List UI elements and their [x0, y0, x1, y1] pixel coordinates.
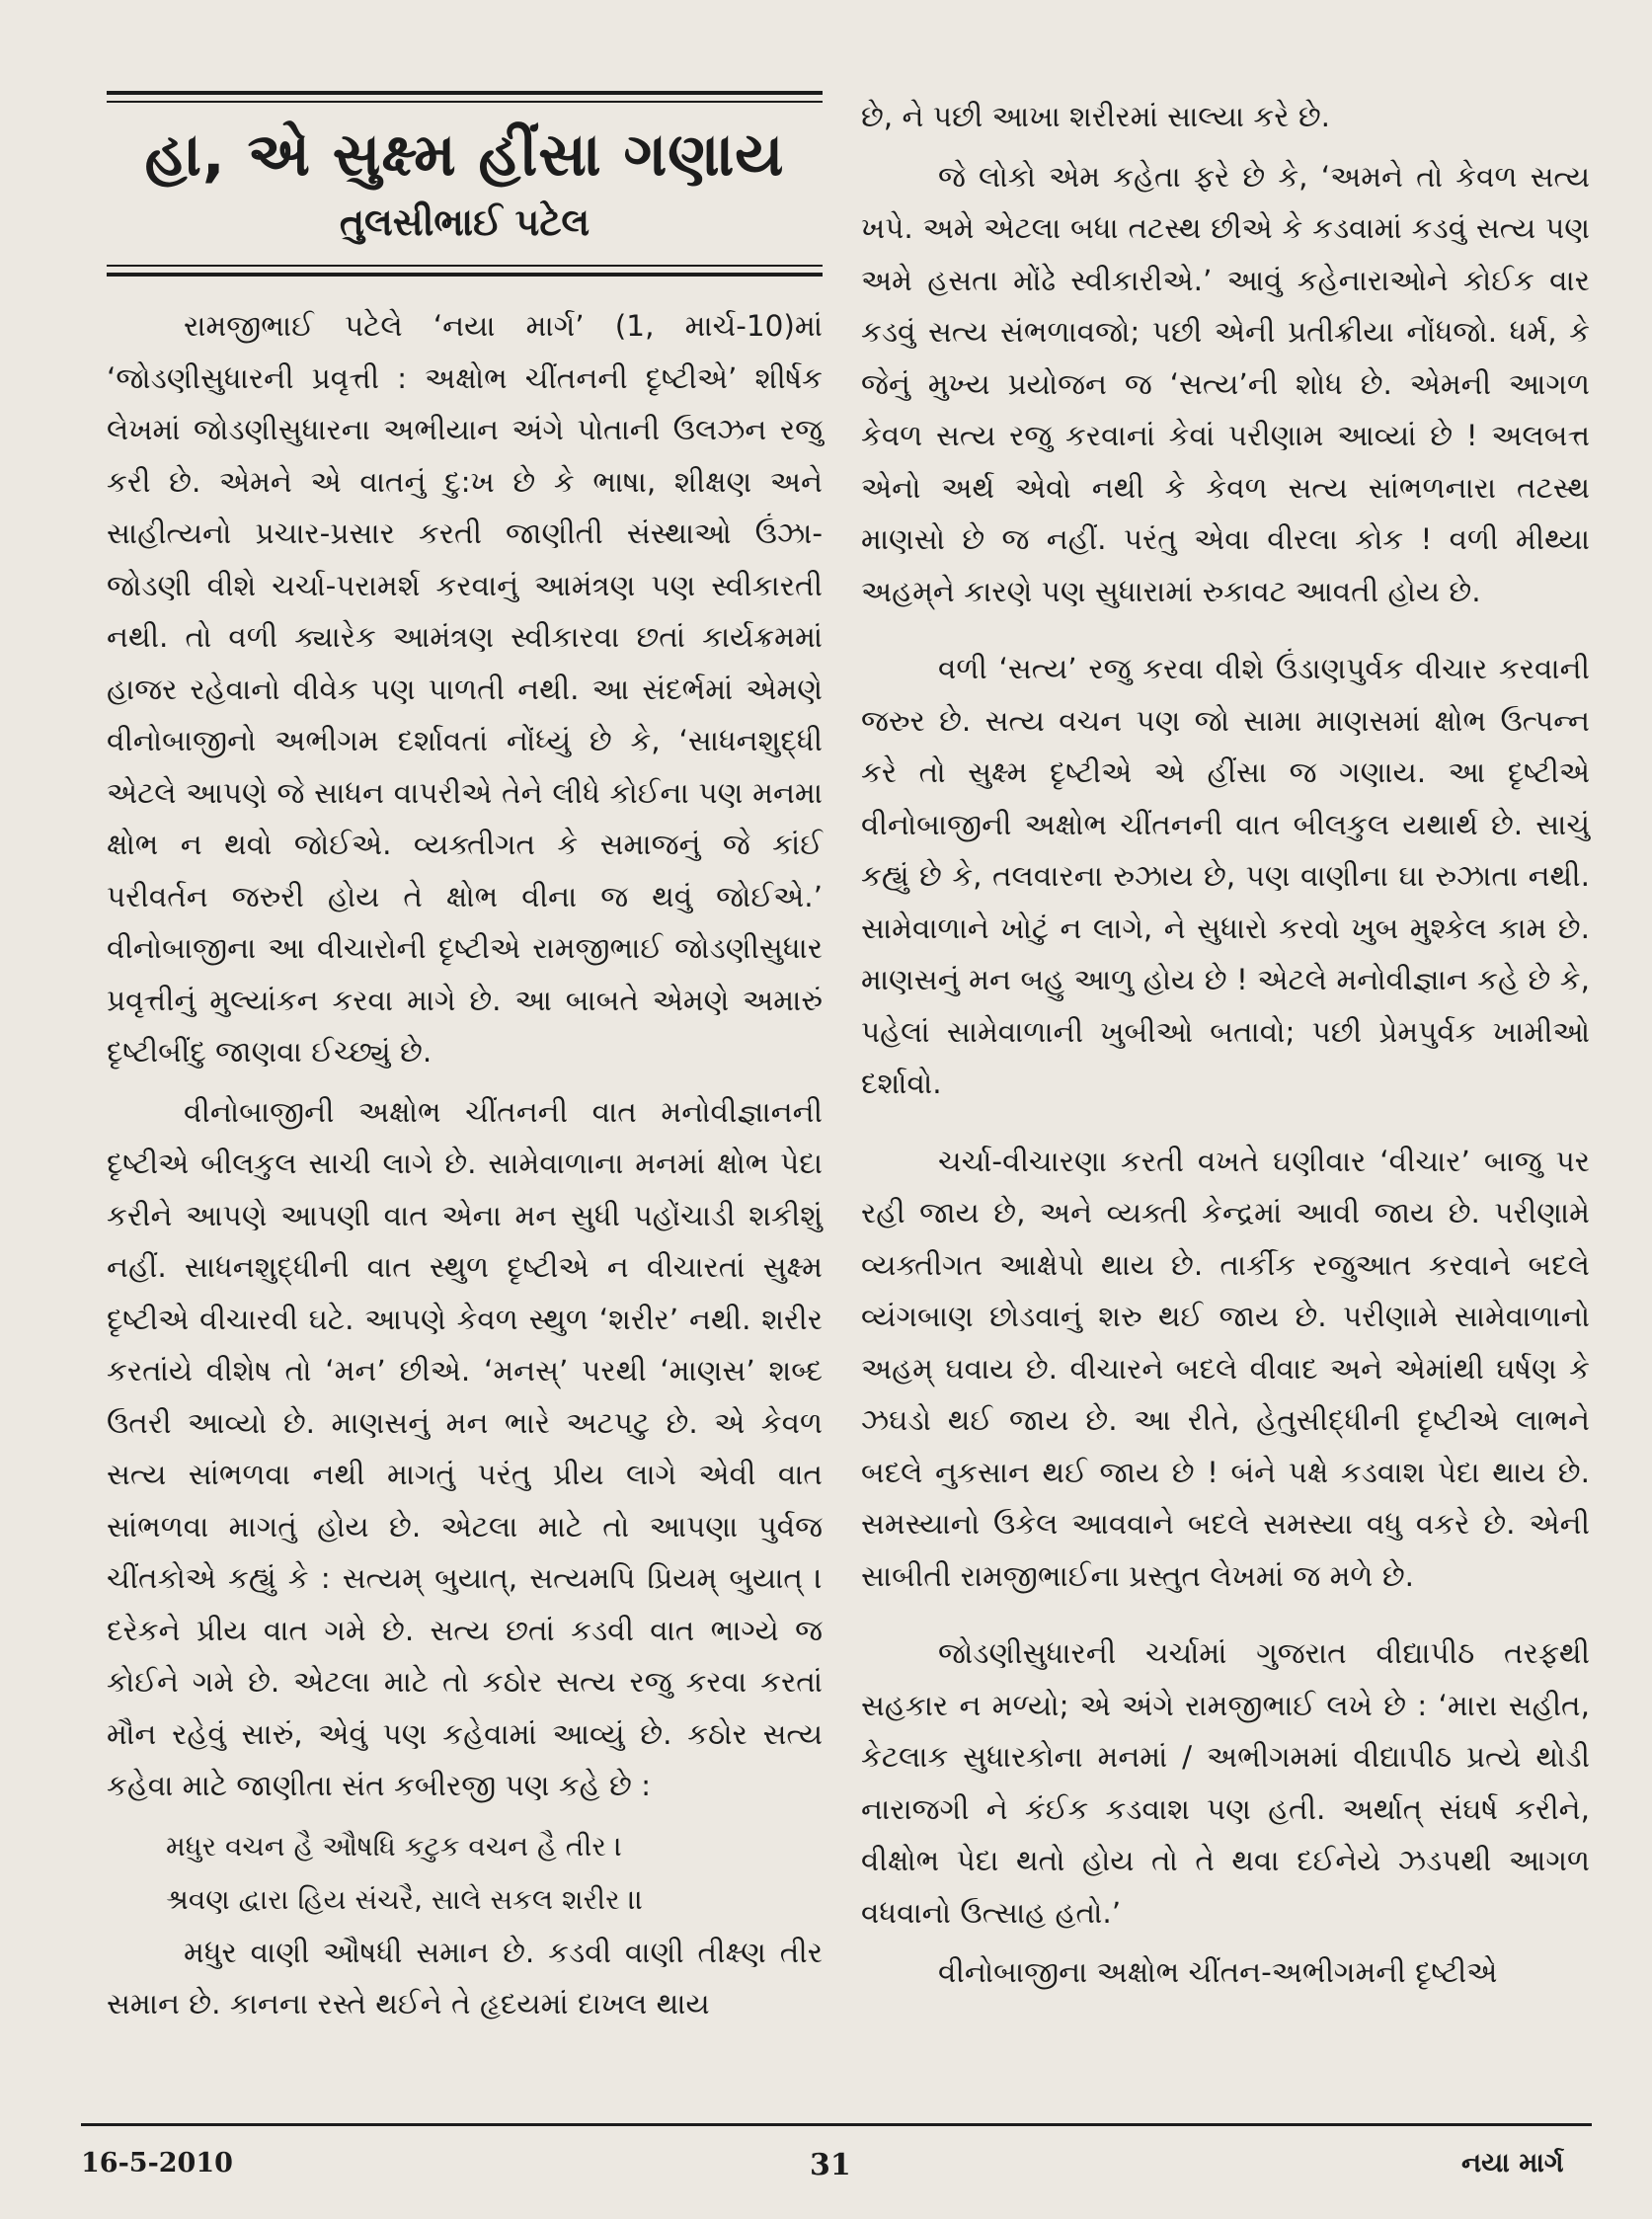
paragraph: મધુર વાણી ઔષધી સમાન છે. કડવી વાણી તીક્ષ્ણ તીર સમાન છે. કાનના રસ્તે થઈને તે હૃદયમાં દાખલ થાય [107, 1935, 823, 2021]
paragraph-continued: છે, ને પછી આખા શરીરમાં સાલ્યા કરે છે. [861, 100, 1331, 133]
footer-date: 16-5-2010 [81, 2148, 233, 2179]
paragraph: જોડણીસુધારની ચર્ચામાં ગુજરાત વીદ્યાપીઠ તરફથી સહકાર ન મળ્યો; એ અંગે રામજીભાઈ લખે છે : ‘મારા સહીત, કેટલાક સુધારકોના મનમાં / અભીગમમાં વીદ્યાપીઠ પ્રત્યે થોડી નારાજગી ને કંઈક કડવાશ પણ હતી. અર્થાત્ સંઘર્ષ કરીને, વીક્ષોભ પેદા થતો હોય તો તે થવા દઈનેયે ઝડપથી આગળ વધવાનો ઉત્સાહ હતો.’ [861, 1636, 1590, 1930]
page-number: 31 [810, 2148, 851, 2182]
left-column [107, 91, 823, 2038]
paragraph: ચર્ચા-વીચારણા કરતી વખતે ઘણીવાર ‘વીચાર’ બાજુ પર રહી જાય છે, અને વ્યક્તી કેન્દ્રમાં આવી જાય છે. પરીણામે વ્યક્તીગત આક્ષેપો થાય છે. તાર્કીક રજુઆત કરવાને બદલે વ્યંગબાણ છોડવાનું શરુ થઈ જાય છે. પરીણામે સામેવાળાનો અહમ્ ઘવાય છે. વીચારને બદલે વીવાદ અને એમાંથી ઘર્ષણ કે ઝઘડો થઈ જાય છે. આ રીતે, હેતુસીદ્ધીની દૃષ્ટીએ લાભને બદલે નુકસાન થઈ જાય છે ! બંને પક્ષે કડવાશ પેદા થાય છે. સમસ્યાનો ઉકેલ આવવાને બદલે સમસ્યા વધુ વકરે છે. એની સાબીતી રામજીભાઈના પ્રસ્તુત લેખમાં જ મળે છે. [861, 1144, 1590, 1593]
paragraph: વીનોબાજીની અક્ષોભ ચીંતનની વાત મનોવીજ્ઞાનની દૃષ્ટીએ બીલકુલ સાચી લાગે છે. સામેવાળાના મનમાં ક્ષોભ પેદા કરીને આપણે આપણી વાત એના મન સુધી પહોંચાડી શકીશું નહીં. સાધનશુદ્ધીની વાત સ્થુળ દૃષ્ટીએ ન વીચારતાં સુક્ષ્મ દૃષ્ટીએ વીચારવી ઘટે. આપણે કેવળ સ્થુળ ‘શરીર’ નથી. શરીર કરતાંયે વીશેષ તો ‘મન’ છીએ. ‘મનસ્’ પરથી ‘માણસ’ શબ્દ ઉતરી આવ્યો છે. માણસનું મન ભારે અટપટુ છે. એ કેવળ સત્ય સાંભળવા નથી માગતું પરંતુ પ્રીય લાગે એવી વાત સાંભળવા માગતું હોય છે. એટલા માટે તો આપણા પુર્વજ ચીંતકોએ કહ્યું કે : સત્યમ્ બુયાત્, સત્યમપિ પ્રિયમ્ બુયાત્ । દરેકને પ્રીય વાત ગમે છે. સત્ય છતાં કડવી વાત ભાગ્યે જ કોઈને ગમે છે. એટલા માટે તો કઠોર સત્ય રજુ કરવા કરતાં મૌન રહેવું સારું, એવું પણ કહેવામાં આવ્યું છે. કઠોર સત્ય કહેવા માટે જાણીતા સંત કબીરજી પણ કહે છે : [107, 1094, 823, 1803]
article-author: તુલસીભાઈ પટેલ [339, 199, 590, 244]
title-rule-top-thin [107, 101, 823, 103]
magazine-name: નયા માર્ગ [1461, 2148, 1564, 2179]
paragraph: વળી ‘સત્ય’ રજુ કરવા વીશે ઉંડાણપુર્વક વીચાર કરવાની જરુર છે. સત્ય વચન પણ જો સામા માણસમાં ક્ષોભ ઉત્પન્ન કરે તો સુક્ષ્મ દૃષ્ટીએ એ હીંસા જ ગણાય. આ દૃષ્ટીએ વીનોબાજીની અક્ષોભ ચીંતનની વાત બીલકુલ યથાર્થ છે. સાચું કહ્યું છે કે, તલવારના રુઝાય છે, પણ વાણીના ઘા રુઝાતા નથી. સામેવાળાને ખોટું ન લાગે, ને સુધારો કરવો ખુબ મુશ્કેલ કામ છે. માણસનું મન બહુ આળુ હોય છે ! એટલે મનોવીજ્ઞાન કહે છે કે, પહેલાં સામેવાળાની ખુબીઓ બતાવો; પછી પ્રેમપુર્વક ખામીઓ દર્શાવો. [861, 652, 1590, 1100]
title-rule-bottom [107, 273, 823, 277]
paragraph: વીનોબાજીના અક્ષોભ ચીંતન-અભીગમની દૃષ્ટીએ [938, 1955, 1498, 1989]
paragraph: રામજીભાઈ પટેલે ‘નયા માર્ગ’ (1, માર્ચ-10)માં ‘જોડણીસુધારની પ્રવૃત્તી : અક્ષોભ ચીંતનની દૃષ્ટીએ’ શીર્ષક લેખમાં જોડણીસુધારના અભીયાન અંગે પોતાની ઉલઝન રજુ કરી છે. એમને એ વાતનું દુ:ખ છે કે ભાષા, શીક્ષણ અને સાહીત્યનો પ્રચાર-પ્રસાર કરતી જાણીતી સંસ્થાઓ ઉંઝા-જોડણી વીશે ચર્ચા-પરામર્શ કરવાનું આમંત્રણ પણ સ્વીકારતી નથી. તો વળી ક્યારેક આમંત્રણ સ્વીકારવા છતાં કાર્યક્રમમાં હાજર રહેવાનો વીવેક પણ પાળતી નથી. આ સંદર્ભમાં એમણે વીનોબાજીનો અભીગમ દર્શાવતાં નોંધ્યું છે કે, ‘સાધનશુદ્ધી એટલે આપણે જે સાધન વાપરીએ તેને લીધે કોઈના પણ મનમા ક્ષોભ ન થવો જોઈએ. વ્યક્તીગત કે સમાજનું જે કાંઈ પરીવર્તન જરુરી હોય તે ક્ષોભ વીના જ થવું જોઈએ.’ વીનોબાજીના આ વીચારોની દૃષ્ટીએ રામજીભાઈ જોડણીસુધાર પ્રવૃત્તીનું મુલ્યાંકન કરવા માગે છે. આ બાબતે એમણે અમારું દૃષ્ટીબીંદુ જાણવા ઈચ્છ્યું છે. [107, 309, 823, 1070]
right-column [861, 91, 1590, 2007]
title-rule-top [107, 91, 823, 95]
title-block [107, 91, 823, 277]
title-rule-bottom-thin [107, 265, 823, 267]
article-title: હા, એ સુક્ષ્મ હીંસા ગણાય [144, 120, 785, 190]
paragraph: જે લોકો એમ કહેતા ફરે છે કે, ‘અમને તો કેવળ સત્ય ખપે. અમે એટલા બધા તટસ્થ છીએ કે કડવામાં કડવું સત્ય પણ અમે હસતા મોંઢે સ્વીકારીએ.’ આવું કહેનારાઓને કોઈક વાર કડવું સત્ય સંભળાવજો; પછી એની પ્રતીક્રીયા નોંધજો. ધર્મ, કે જેનું મુખ્ય પ્રયોજન જ ‘સત્ય’ની શોધ છે. એમની આગળ કેવળ સત્ય રજુ કરવાનાં કેવાં પરીણામ આવ્યાં છે ! અલબત્ત એનો અર્થ એવો નથી કે કેવળ સત્ય સાંભળનારા તટસ્થ માણસો છે જ નહીં. પરંતુ એવા વીરલા કોક ! વળી મીથ્યા અહમ્‌ને કારણે પણ સુધારામાં રુકાવટ આવતી હોય છે. [861, 159, 1590, 608]
footer-rule [81, 2123, 1592, 2126]
verse-line: મધુર વચન હૈ ઔષધિ કટુક વચન હૈ તીર । [166, 1829, 623, 1862]
verse-line: શ્રવણ દ્વારા હિય સંચરૈ, સાલે સકલ શરીર ।। [166, 1882, 644, 1916]
